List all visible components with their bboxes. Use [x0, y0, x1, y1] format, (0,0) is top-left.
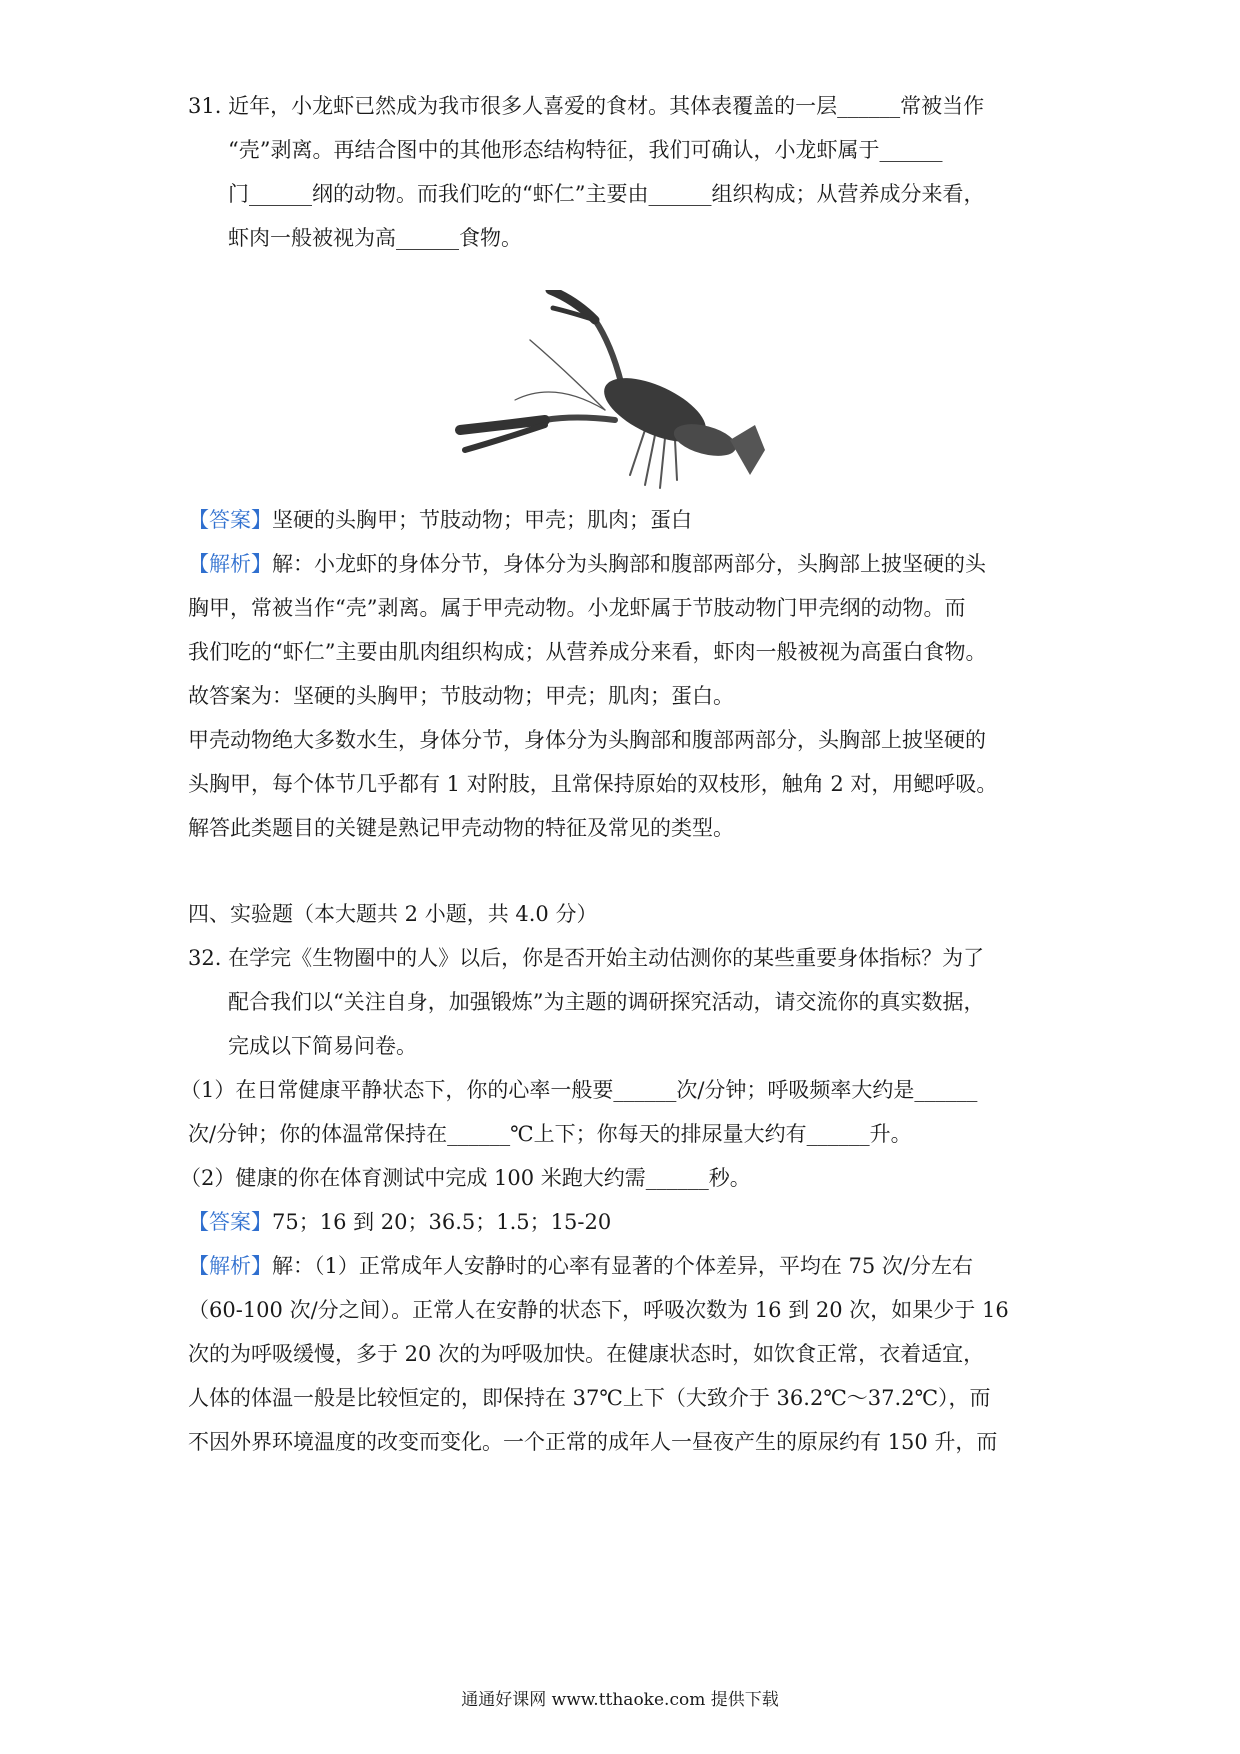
- answer-text: 坚硬的头胸甲；节肢动物；甲壳；肌肉；蛋白: [272, 508, 692, 532]
- q32-line-3: 完成以下简易问卷。: [228, 1034, 417, 1058]
- q32-analysis-line: （60-100 次/分之间）。正常人在安静的状态下，呼吸次数为 16 到 20 次，如果少于 16: [188, 1298, 1009, 1322]
- q32-analysis-line: 次的为呼吸缓慢，多于 20 次的为呼吸加快。在健康状态时，如饮食正常，衣着适宜，: [188, 1342, 985, 1366]
- q31-analysis-line: 甲壳动物绝大多数水生，身体分节，身体分为头胸部和腹部两部分，头胸部上披坚硬的: [188, 728, 986, 752]
- q31-analysis-first: [188, 550, 986, 578]
- q31-analysis-line: 胸甲，常被当作“壳”剥离。属于甲壳动物。小龙虾属于节肢动物门甲壳纲的动物。而: [188, 596, 966, 620]
- q32-analysis-line: 不因外界环境温度的改变而变化。一个正常的成年人一昼夜产生的原尿约有 150 升，而: [188, 1430, 998, 1454]
- q32-subquestion-1-cont: 次/分钟；你的体温常保持在______℃上下；你每天的排尿量大约有______升。: [188, 1122, 912, 1146]
- q31-answer: [188, 506, 692, 534]
- footer-source: 通通好课网 www.tthaoke.com 提供下载: [461, 1690, 779, 1710]
- q32-analysis-first: [188, 1252, 973, 1280]
- q32-analysis-line: 人体的体温一般是比较恒定的，即保持在 37℃上下（大致介于 36.2℃～37.2℃），而: [188, 1386, 991, 1410]
- q32-line-2: 配合我们以“关注自身，加强锻炼”为主题的调研探究活动，请交流你的真实数据，: [228, 990, 985, 1014]
- q31-analysis-line: 解答此类题目的关键是熟记甲壳动物的特征及常见的类型。: [188, 816, 734, 840]
- q32-subquestion-1: （1）在日常健康平静状态下，你的心率一般要______次/分钟；呼吸频率大约是______: [180, 1078, 978, 1102]
- q32-line-1: 32. 在学完《生物圈中的人》以后，你是否开始主动估测你的某些重要身体指标？为了: [188, 946, 985, 970]
- answer-text: 75；16 到 20；36.5；1.5；15-20: [272, 1210, 612, 1234]
- crayfish-illustration: [455, 290, 785, 510]
- crayfish-image: [455, 290, 785, 510]
- q31-analysis-line: 我们吃的“虾仁”主要由肌肉组织构成；从营养成分来看，虾肉一般被视为高蛋白食物。: [188, 640, 987, 664]
- q31-line-2: “壳”剥离。再结合图中的其他形态结构特征，我们可确认，小龙虾属于______: [228, 138, 943, 162]
- q31-analysis-line: 头胸甲，每个体节几乎都有 1 对附肢，且常保持原始的双枝形，触角 2 对，用鳃呼吸。: [188, 772, 998, 796]
- section-title: 四、实验题（本大题共 2 小题，共 4.0 分）: [188, 902, 598, 926]
- q31-line-4: 虾肉一般被视为高______食物。: [228, 226, 522, 250]
- analysis-label: 【解析】: [188, 1254, 272, 1278]
- analysis-text: 解：（1）正常成年人安静时的心率有显著的个体差异，平均在 75 次/分左右: [272, 1254, 974, 1278]
- q31-line-3: 门______纲的动物。而我们吃的“虾仁”主要由______组织构成；从营养成分来看，: [228, 182, 985, 206]
- analysis-label: 【解析】: [188, 552, 272, 576]
- q32-subquestion-2: （2）健康的你在体育测试中完成 100 米跑大约需______秒。: [180, 1166, 751, 1190]
- q31-line-1: 31. 近年，小龙虾已然成为我市很多人喜爱的食材。其体表覆盖的一层______常被当作: [188, 94, 985, 118]
- q31-analysis-line: 故答案为：坚硬的头胸甲；节肢动物；甲壳；肌肉；蛋白。: [188, 684, 734, 708]
- q32-answer: [188, 1208, 611, 1236]
- answer-label: 【答案】: [188, 1210, 272, 1234]
- analysis-text: 解：小龙虾的身体分节，身体分为头胸部和腹部两部分，头胸部上披坚硬的头: [272, 552, 986, 576]
- answer-label: 【答案】: [188, 508, 272, 532]
